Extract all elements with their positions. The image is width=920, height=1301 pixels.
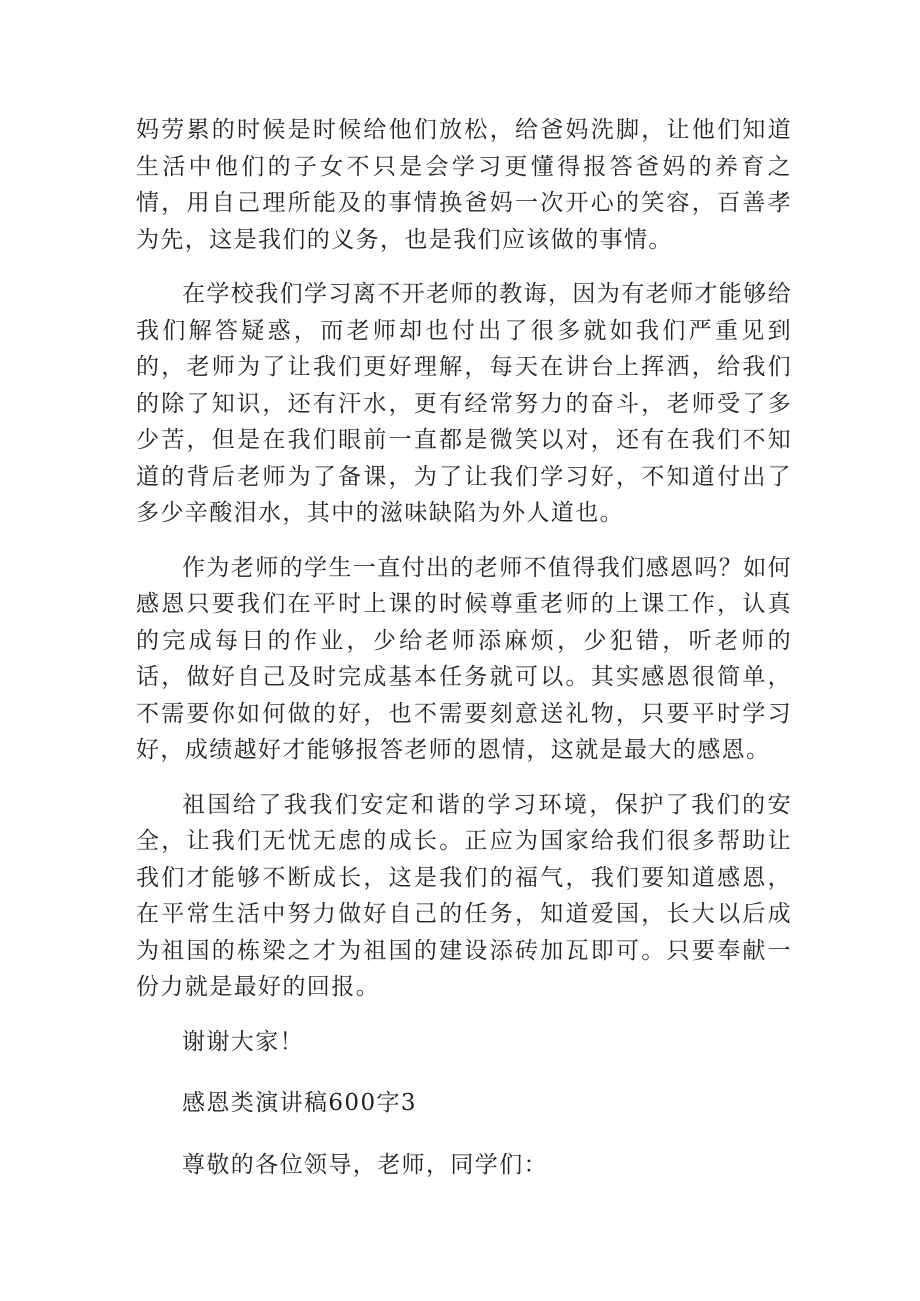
document-body xyxy=(136,112,792,1208)
section-title: 感恩类演讲稿600字3 xyxy=(182,1090,417,1116)
paragraph-3: 作为老师的学生一直付出的老师不值得我们感恩吗？如何感恩只要我们在平时上课的时候尊重老师的上课工作，认真的完成每日的作业，少给老师添麻烦，少犯错，听老师的话，做好自己及时完成基本任务就可以。其实感恩很简单，不需要你如何做的好，也不需要刻意送礼物，只要平时学习好，成绩越好才能够报答老师的恩情，这就是最大的感恩。 xyxy=(136,554,792,763)
closing-thanks: 谢谢大家！ xyxy=(182,1028,304,1055)
paragraph-2: 在学校我们学习离不开老师的教诲，因为有老师才能够给我们解答疑惑，而老师却也付出了很多就如我们严重见到的，老师为了让我们更好理解，每天在讲台上挥洒，给我们的除了知识，还有汗水，更有经常努力的奋斗，老师受了多少苦，但是在我们眼前一直都是微笑以对，还有在我们不知道的背后老师为了备课，为了让我们学习好，不知道付出了多少辛酸泪水，其中的滋味缺陷为外人道也。 xyxy=(136,281,792,526)
salutation: 尊敬的各位领导，老师，同学们： xyxy=(182,1151,548,1178)
paragraph-1: 妈劳累的时候是时候给他们放松，给爸妈洗脚，让他们知道生活中他们的子女不只是会学习更懂得报答爸妈的养育之情，用自己理所能及的事情换爸妈一次开心的笑容，百善孝为先，这是我们的义务，也是我们应该做的事情。 xyxy=(136,117,792,253)
paragraph-4: 祖国给了我我们安定和谐的学习环境，保护了我们的安全，让我们无忧无虑的成长。正应为国家给我们很多帮助让我们才能够不断成长，这是我们的福气，我们要知道感恩，在平常生活中努力做好自己的任务，知道爱国，长大以后成为祖国的栋梁之才为祖国的建设添砖加瓦即可。只要奉献一份力就是最好的回报。 xyxy=(136,791,792,1000)
